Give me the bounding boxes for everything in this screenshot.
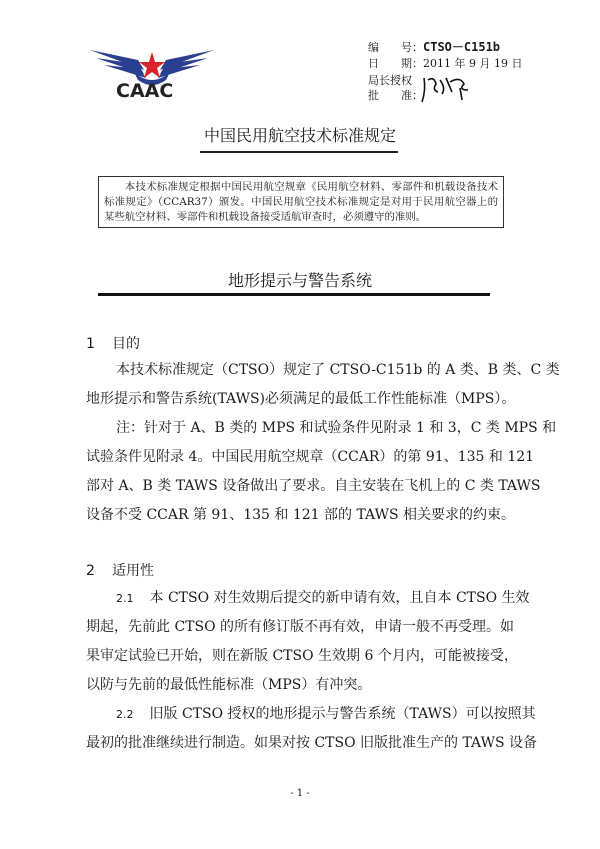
body-line: 部对 A、B 类 TAWS 设备做出了要求。自主安装在飞机上的 C 类 TAWS [86,478,541,494]
section-1-heading [86,333,140,353]
body-line: 本技术标准规定（CTSO）规定了 CTSO-C151b 的 A 类、B 类、C 类 [116,362,560,378]
body-line [116,705,536,724]
body-text: 旧版 CTSO 授权的地形提示与警告系统（TAWS）可以按照其 [149,706,536,722]
section-title: 适用性 [112,563,154,579]
section-title: 目的 [112,336,140,352]
caac-logo [88,38,218,108]
preamble-box [98,176,504,228]
body-text: 本 CTSO 对生效期后提交的新申请有效，且自本 CTSO 生效 [149,590,530,606]
document-number [368,40,500,55]
body-line: 设备不受 CCAR 第 91、135 和 121 部的 TAWS 相关要求的约束。 [86,507,516,523]
date-label: 日 期： [368,57,423,70]
body-line: 最初的批准继续进行制造。如果对按 CTSO 旧版批准生产的 TAWS 设备 [86,735,538,751]
body-line: 地形提示和警告系统(TAWS)必须满足的最低工作性能标准（MPS）。 [86,391,516,407]
section-number: 2 [86,563,95,579]
body-line: 果审定试验已开始，则在新版 CTSO 生效期 6 个月内，可能被接受， [86,648,518,664]
page-number: - 1 - [290,788,310,799]
auth-label: 局长授权 [368,74,412,87]
body-line: 期起，先前此 CTSO 的所有修订版不再有效，申请一般不再受理。如 [86,619,515,635]
approve-label: 批 准： [368,89,423,102]
number-value: CTSO－C151b [423,40,501,54]
subsection-number: 2.1 [116,592,134,605]
signature-icon [416,70,476,106]
body-line: 以防与先前的最低性能标准（MPS）有冲突。 [86,677,372,693]
body-line: 注：针对于 A、B 类的 MPS 和试验条件见附录 1 和 3，C 类 MPS 和 [116,420,557,436]
number-label: 编 号： [368,41,423,54]
caac-logo-text: CAAC [116,80,174,102]
section-2-heading [86,560,154,580]
document-date [368,57,522,71]
section-number: 1 [86,336,95,352]
subject-title: 地形提示与警告系统 [227,271,372,290]
preamble-line: 本技术标准规定根据中国民用航空规章《民用航空材料、零部件和机载设备技术 [124,181,498,193]
date-value: 2011 年 9 月 19 日 [423,57,523,70]
subject-underline [98,293,490,296]
body-line: 试验条件见附录 4。中国民用航空规章（CCAR）的第 91、135 和 121 [86,449,535,465]
title-underline [200,151,398,153]
subsection-number: 2.2 [116,708,134,721]
preamble-line: 标准规定》（CCAR37）颁发。中国民用航空技术标准规定是对用于民用航空器上的 [104,196,498,208]
body-line [116,589,530,608]
document-title: 中国民用航空技术标准规定 [203,126,396,145]
preamble-line: 某些航空材料、零部件和机载设备接受适航审查时，必须遵守的准则。 [104,211,427,223]
